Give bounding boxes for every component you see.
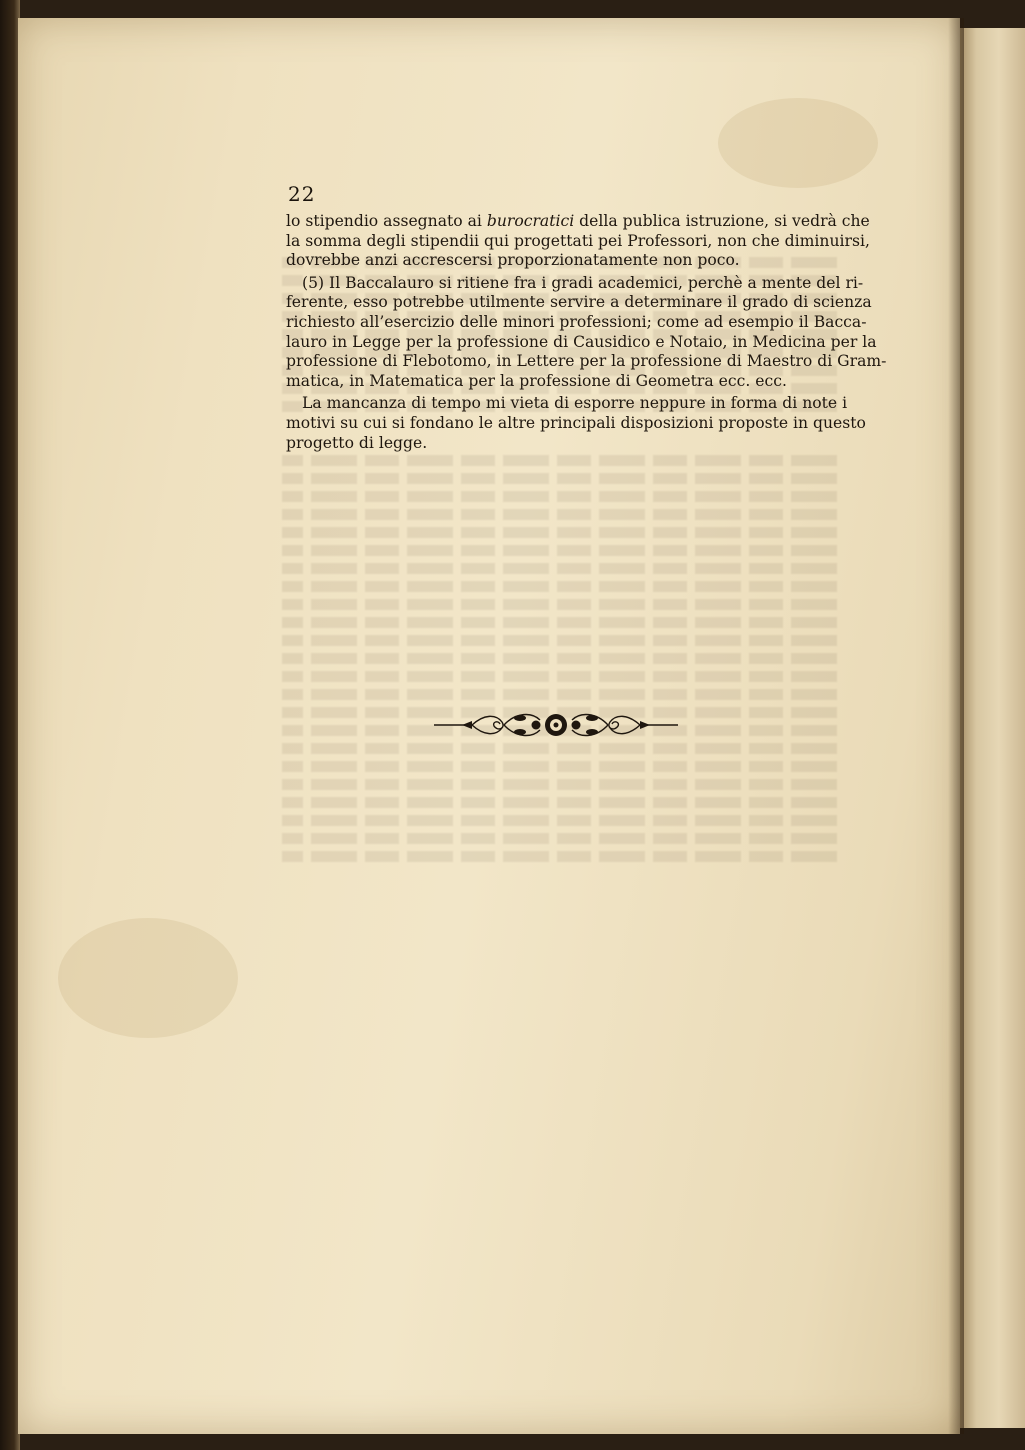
bleed-through-line: [282, 581, 837, 592]
gutter-shadow: [948, 18, 964, 1434]
text-line: dovrebbe anzi accrescersi proporzionatamente non poco.: [286, 251, 740, 270]
facing-page-edge: [960, 28, 1025, 1428]
bleed-through-line: [282, 545, 837, 556]
text-line: La mancanza di tempo mi vieta di esporre neppure in forma di note i: [302, 394, 848, 413]
bleed-through-line: [282, 851, 837, 862]
bleed-through-line: [282, 797, 837, 808]
bleed-through-line: [282, 815, 837, 826]
bleed-through-line: [282, 743, 837, 754]
text-line: lo stipendio assegnato ai burocratici della publica istruzione, si vedrà che: [286, 212, 870, 230]
bleed-through-line: [282, 635, 837, 646]
text-line: la somma degli stipendii qui progettati pei Professori, non che diminuirsi,: [286, 231, 870, 250]
bleed-through-line: [282, 671, 837, 682]
text-block: [286, 182, 887, 453]
tailpiece-ornament-icon: [432, 706, 680, 744]
bleed-through-line: [282, 599, 837, 610]
paragraphs: [286, 212, 887, 453]
text-line: professione di Flebotomo, in Lettere per la professione di Maestro di Gram-: [286, 352, 887, 371]
text-line: (5) Il Baccalauro si ritiene fra i gradi academici, perchè a mente del ri-: [302, 273, 864, 292]
bleed-through-line: [282, 563, 837, 574]
bleed-through-line: [282, 689, 837, 700]
paper-stain: [58, 918, 238, 1038]
bleed-through-line: [282, 833, 837, 844]
text-line: richiesto all’esercizio delle minori professioni; come ad esempio il Bacca-: [286, 312, 867, 331]
bleed-through-line: [282, 617, 837, 628]
paragraph: [286, 212, 870, 271]
bleed-through-line: [282, 779, 837, 790]
bleed-through-line: [282, 455, 837, 466]
left-book-edge: [0, 0, 20, 1450]
text-line: motivi su cui si fondano le altre principali disposizioni proposte in questo: [286, 413, 866, 432]
page-number: 22: [288, 182, 316, 206]
text-line: matica, in Matematica per la professione di Geometra ecc. ecc.: [286, 371, 787, 390]
paragraph: [286, 394, 866, 453]
paper-stain: [718, 98, 878, 188]
paragraph: [286, 273, 887, 392]
bleed-through-line: [282, 653, 837, 664]
bleed-through-line: [282, 527, 837, 538]
text-line: lauro in Legge per la professione di Causidico e Notaio, in Medicina per la: [286, 332, 877, 351]
bleed-through-line: [282, 491, 837, 502]
bleed-through-line: [282, 761, 837, 772]
text-line: ferente, esso potrebbe utilmente servire a determinare il grado di scienza: [286, 293, 872, 312]
bleed-through-line: [282, 473, 837, 484]
text-line: progetto di legge.: [286, 433, 428, 452]
bleed-through-line: [282, 509, 837, 520]
